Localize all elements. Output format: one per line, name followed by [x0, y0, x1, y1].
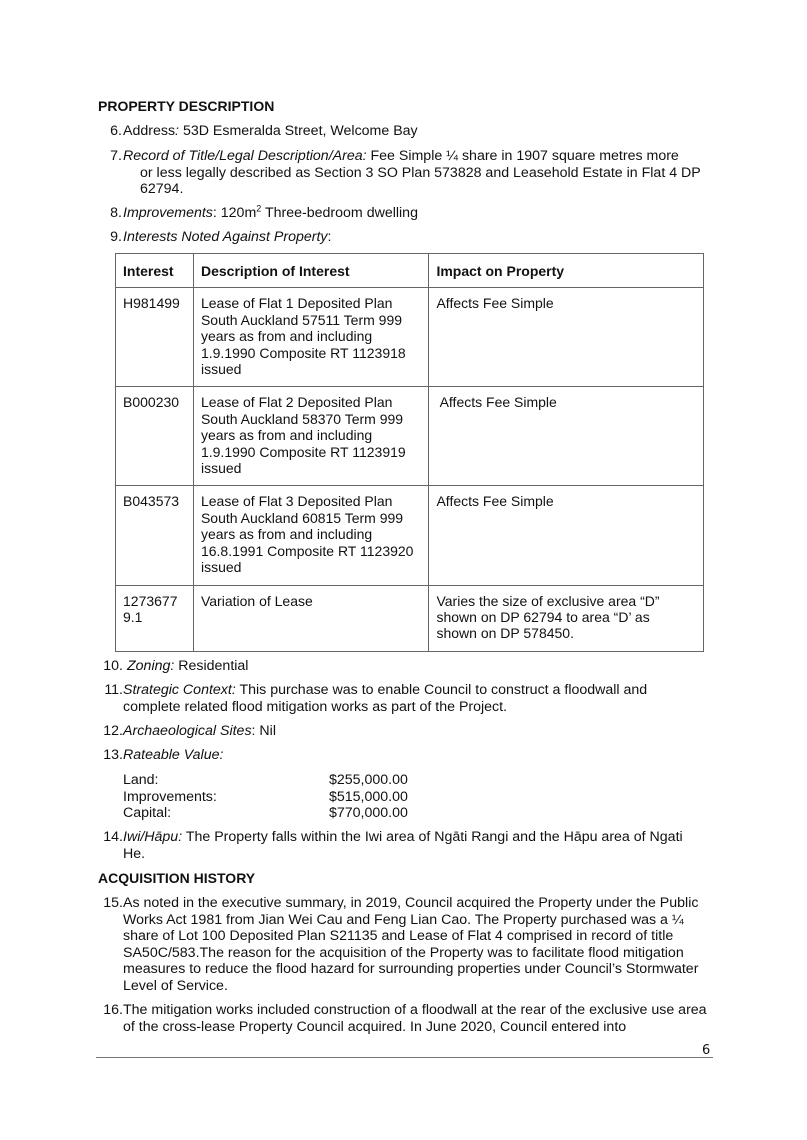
cell-interest: B000230: [116, 387, 194, 486]
rateable-label-land: Land:: [123, 772, 159, 788]
item-rateable-value: Rateable Value:: [123, 747, 224, 763]
rateable-value-capital: $770,000.00: [329, 805, 408, 821]
cell-description: Lease of Flat 3 Deposited Plan South Auckland 60815 Term 999 years as from and including 16.8.1991 Composite RT 1123920 issued: [193, 486, 429, 585]
item-acquisition-paragraph: As noted in the executive summary, in 2019, Council acquired the Property under the Public Works Act 1981 from Jian Wei Cau and Feng Lian Cao. The Property purchased was a ¼ share of Lot 100 Deposited Plan S21135 and Lease of Flat 4 comprised in record of title SA50C/583.The reason for the acquisition of the Property was to facilitate flood mitigation measures to reduce the flood hazard for surrounding properties under Council’s Stormwater Level of Service.: [123, 895, 699, 994]
header-description: Description of Interest: [193, 254, 429, 288]
rateable-value-land: $255,000.00: [329, 772, 408, 788]
item-iwi-hapu: Iwi/Hāpu: The Property falls within the Iwi area of Ngāti Rangi and the Hāpu area of Ngati He.: [123, 829, 683, 862]
cell-description: Variation of Lease: [193, 585, 429, 651]
item-improvements: Improvements: $120m^2$ Three-bedroom dwelling: [123, 203, 418, 221]
item-number-15: 15.: [103, 895, 123, 911]
table-row: [116, 288, 704, 387]
table-row: [116, 585, 704, 651]
item-interests-noted: Interests Noted Against Property:: [123, 229, 332, 245]
item-number-16: 16.: [103, 1002, 123, 1018]
header-interest: Interest: [116, 254, 194, 288]
item-number-14: 14.: [103, 829, 123, 845]
cell-description: Lease of Flat 1 Deposited Plan South Auckland 57511 Term 999 years as from and including 1.9.1990 Composite RT 1123918 issued: [193, 288, 429, 387]
rateable-value-improvements: $515,000.00: [329, 789, 408, 805]
item-number-11: 11.: [104, 682, 123, 698]
cell-interest: H981499: [116, 288, 194, 387]
cell-description: Lease of Flat 2 Deposited Plan South Auckland 58370 Term 999 years as from and including 1.9.1990 Composite RT 1123919 issued: [193, 387, 429, 486]
interests-table: [115, 253, 704, 652]
table-row: [116, 387, 704, 486]
page-number: 6: [702, 1043, 711, 1058]
item-number-13: 13.: [103, 747, 123, 763]
item-number-7: 7.: [110, 148, 122, 164]
item-number-12: 12.: [103, 723, 123, 739]
table-header-row: [116, 254, 704, 288]
header-impact: Impact on Property: [429, 254, 704, 288]
cell-interest: B043573: [116, 486, 194, 585]
item-zoning: Zoning: Residential: [127, 658, 249, 674]
footer-divider: [96, 1057, 713, 1058]
item-number-6: 6.: [110, 123, 122, 139]
section-heading-property-description: PROPERTY DESCRIPTION: [98, 98, 275, 114]
cell-impact: Varies the size of exclusive area “D” shown on DP 62794 to area “D’ as shown on DP 578450.: [429, 585, 704, 651]
item-strategic-context: Strategic Context: This purchase was to enable Council to construct a floodwall and complete related flood mitigation works as part of the Project.: [123, 682, 648, 715]
table-row: [116, 486, 704, 585]
cell-impact: Affects Fee Simple: [429, 288, 704, 387]
item-number-8: 8.: [110, 205, 122, 221]
section-heading-acquisition-history: ACQUISITION HISTORY: [98, 870, 256, 886]
rateable-label-capital: Capital:: [123, 805, 172, 821]
item-mitigation-paragraph: The mitigation works included construction of a floodwall at the rear of the exclusive use area of the cross-lease Property Council acquired. In June 2020, Council entered into: [123, 1002, 707, 1035]
cell-impact: Affects Fee Simple: [429, 387, 704, 486]
rateable-label-improvements: Improvements:: [123, 789, 217, 805]
item-record-of-title: Record of Title/Legal Description/Area: Fee Simple ¼ share in 1907 square metres more or less legally described as Section 3 SO Plan 573828 and Leasehold Estate in Flat 4 DP 62794.: [123, 148, 701, 197]
item-address: Address: 53D Esmeralda Street, Welcome Bay: [123, 123, 418, 139]
item-number-9: 9.: [110, 229, 122, 245]
cell-impact: Affects Fee Simple: [429, 486, 704, 585]
cell-interest: 1273677 9.1: [116, 585, 194, 651]
item-archaeological-sites: Archaeological Sites: Nil: [123, 723, 276, 739]
item-number-10: 10.: [103, 658, 123, 674]
